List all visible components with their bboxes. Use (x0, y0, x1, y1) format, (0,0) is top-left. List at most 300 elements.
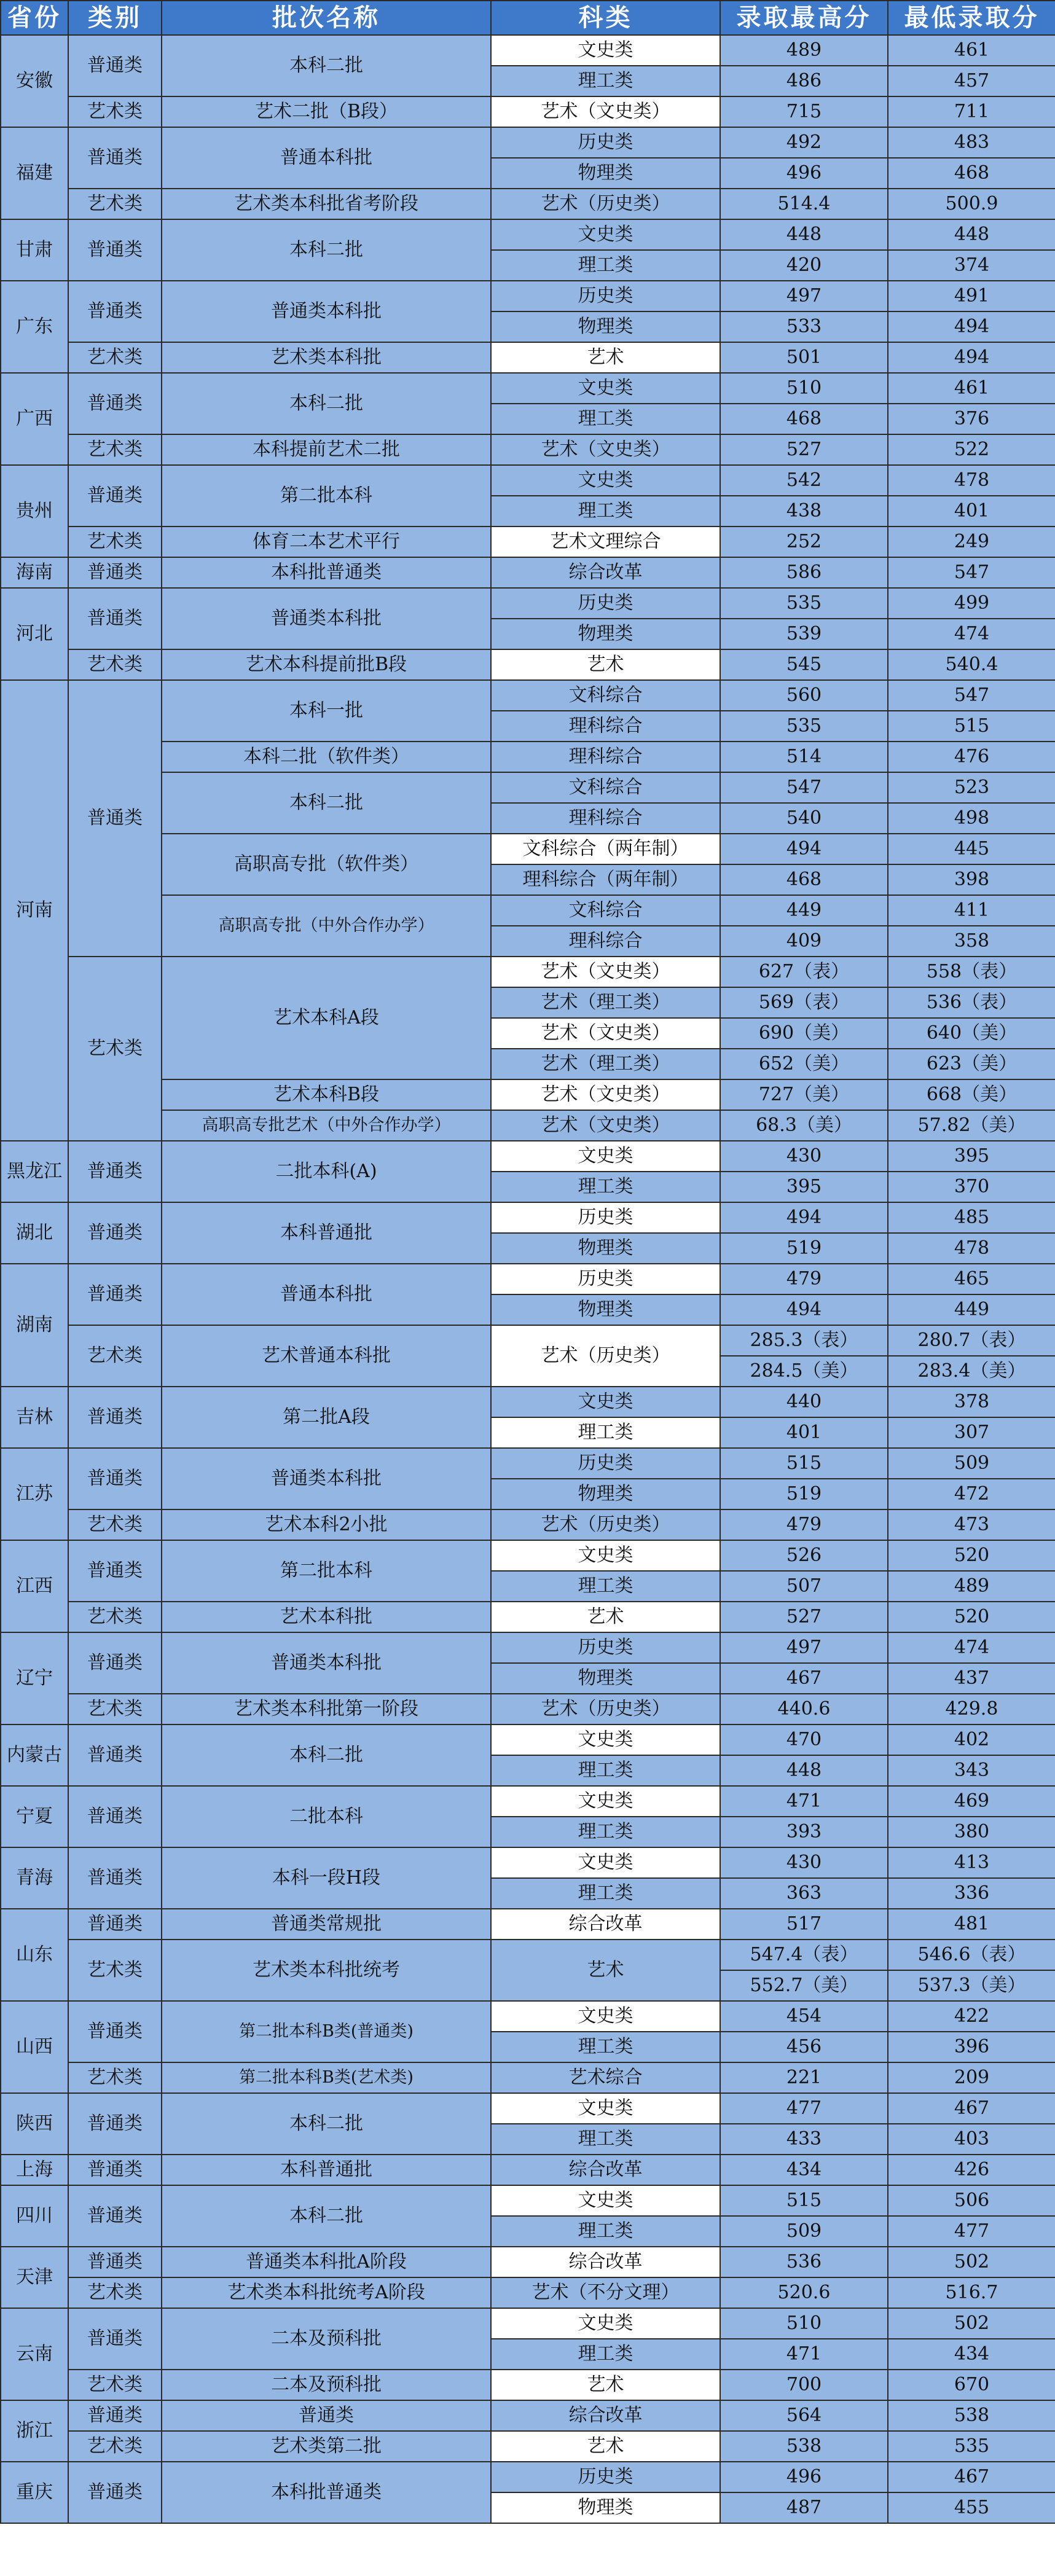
lowest-score-cell: 499 (888, 588, 1055, 619)
province-cell: 重庆 (1, 2462, 68, 2523)
table-row (1, 1141, 1055, 1172)
subject-type-cell: 物理类 (491, 619, 720, 649)
province-cell: 江苏 (1, 1448, 68, 1540)
subject-type-cell: 文史类 (491, 35, 720, 66)
subject-type-cell: 艺术（文史类） (491, 434, 720, 465)
highest-score-cell: 430 (720, 1847, 888, 1878)
subject-type-cell: 文史类 (491, 373, 720, 404)
province-cell: 安徽 (1, 35, 68, 127)
province-cell: 天津 (1, 2247, 68, 2308)
highest-score-cell: 409 (720, 926, 888, 957)
subject-type-cell: 艺术（文史类） (491, 1110, 720, 1141)
highest-score-cell: 467 (720, 1663, 888, 1694)
subject-type-cell: 艺术 (491, 2431, 720, 2462)
province-cell: 青海 (1, 1847, 68, 1909)
batch-name-cell: 普通本科批 (162, 1264, 491, 1325)
lowest-score-cell: 476 (888, 742, 1055, 772)
lowest-score-cell: 473 (888, 1509, 1055, 1540)
lowest-score-cell: 546.6（表） (888, 1940, 1055, 1970)
batch-name-cell: 第二批本科B类(艺术类) (162, 2062, 491, 2093)
province-cell: 宁夏 (1, 1786, 68, 1847)
subject-type-cell: 理科综合（两年制） (491, 864, 720, 895)
batch-name-cell: 本科批普通类 (162, 557, 491, 588)
category-cell: 普通类 (68, 1847, 162, 1909)
highest-score-cell: 497 (720, 1632, 888, 1663)
lowest-score-cell: 403 (888, 2124, 1055, 2155)
subject-type-cell: 艺术（不分文理） (491, 2277, 720, 2308)
highest-score-cell: 471 (720, 1786, 888, 1817)
province-cell: 贵州 (1, 465, 68, 557)
subject-type-cell: 物理类 (491, 1663, 720, 1694)
table-row (1, 1602, 1055, 1632)
highest-score-cell: 430 (720, 1141, 888, 1172)
category-cell: 艺术类 (68, 527, 162, 557)
lowest-score-cell: 478 (888, 465, 1055, 496)
lowest-score-cell: 461 (888, 35, 1055, 66)
lowest-score-cell: 547 (888, 680, 1055, 711)
batch-name-cell: 第二批本科B类(普通类) (162, 2001, 491, 2062)
batch-name-cell: 二批本科 (162, 1786, 491, 1847)
table-row (1, 2400, 1055, 2431)
category-cell: 艺术类 (68, 2062, 162, 2093)
batch-name-cell: 本科二批 (162, 1725, 491, 1786)
highest-score-cell: 479 (720, 1264, 888, 1294)
highest-score-cell: 496 (720, 158, 888, 189)
subject-type-cell: 历史类 (491, 127, 720, 158)
category-cell: 普通类 (68, 1448, 162, 1509)
header-row (1, 1, 1055, 35)
subject-type-cell: 历史类 (491, 1448, 720, 1479)
lowest-score-cell: 307 (888, 1417, 1055, 1448)
table-row (1, 127, 1055, 158)
batch-name-cell: 艺术普通本科批 (162, 1325, 491, 1387)
highest-score-cell: 510 (720, 373, 888, 404)
header-batch-name: 批次名称 (162, 1, 491, 35)
subject-type-cell: 物理类 (491, 1233, 720, 1264)
category-cell: 艺术类 (68, 1694, 162, 1725)
table-row (1, 557, 1055, 588)
lowest-score-cell: 209 (888, 2062, 1055, 2093)
batch-name-cell: 普通类本科批A阶段 (162, 2247, 491, 2277)
category-cell: 艺术类 (68, 189, 162, 219)
highest-score-cell: 652（美） (720, 1049, 888, 1079)
subject-type-cell: 艺术（历史类） (491, 1694, 720, 1725)
batch-name-cell: 高职高专批（软件类） (162, 834, 491, 895)
subject-type-cell: 文史类 (491, 1847, 720, 1878)
highest-score-cell: 486 (720, 66, 888, 96)
lowest-score-cell: 481 (888, 1909, 1055, 1940)
highest-score-cell: 449 (720, 895, 888, 926)
highest-score-cell: 496 (720, 2462, 888, 2492)
lowest-score-cell: 343 (888, 1755, 1055, 1786)
subject-type-cell: 文史类 (491, 1786, 720, 1817)
subject-type-cell: 艺术 (491, 1940, 720, 2001)
highest-score-cell: 715 (720, 96, 888, 127)
highest-score-cell: 509 (720, 2216, 888, 2247)
subject-type-cell: 物理类 (491, 1479, 720, 1509)
lowest-score-cell: 445 (888, 834, 1055, 864)
category-cell: 普通类 (68, 465, 162, 527)
batch-name-cell: 本科一批 (162, 680, 491, 742)
batch-name-cell: 艺术类第二批 (162, 2431, 491, 2462)
subject-type-cell: 文史类 (491, 2308, 720, 2339)
subject-type-cell: 理工类 (491, 66, 720, 96)
subject-type-cell: 理工类 (491, 2339, 720, 2370)
subject-type-cell: 理工类 (491, 404, 720, 434)
batch-name-cell: 普通类本科批 (162, 1632, 491, 1694)
category-cell: 艺术类 (68, 1509, 162, 1540)
batch-name-cell: 第二批本科 (162, 1540, 491, 1602)
subject-type-cell: 艺术（文史类） (491, 1079, 720, 1110)
category-cell: 普通类 (68, 281, 162, 342)
highest-score-cell: 627（表） (720, 957, 888, 987)
province-cell: 上海 (1, 2155, 68, 2185)
highest-score-cell: 545 (720, 649, 888, 680)
batch-name-cell: 艺术本科A段 (162, 957, 491, 1079)
table-row (1, 2462, 1055, 2492)
province-cell: 山西 (1, 2001, 68, 2093)
table-row (1, 35, 1055, 66)
subject-type-cell: 艺术 (491, 342, 720, 373)
highest-score-cell: 535 (720, 711, 888, 742)
highest-score-cell: 448 (720, 219, 888, 250)
lowest-score-cell: 395 (888, 1141, 1055, 1172)
subject-type-cell: 艺术（历史类） (491, 189, 720, 219)
province-cell: 云南 (1, 2308, 68, 2400)
lowest-score-cell: 520 (888, 1540, 1055, 1571)
table-row (1, 2185, 1055, 2216)
table-row (1, 1540, 1055, 1571)
subject-type-cell: 理工类 (491, 250, 720, 281)
category-cell: 普通类 (68, 557, 162, 588)
lowest-score-cell: 535 (888, 2431, 1055, 2462)
table-row (1, 189, 1055, 219)
highest-score-cell: 527 (720, 1602, 888, 1632)
table-row (1, 342, 1055, 373)
province-cell: 陕西 (1, 2093, 68, 2155)
lowest-score-cell: 374 (888, 250, 1055, 281)
subject-type-cell: 理工类 (491, 1172, 720, 1202)
subject-type-cell: 历史类 (491, 2462, 720, 2492)
lowest-score-cell: 537.3（美） (888, 1970, 1055, 2001)
highest-score-cell: 438 (720, 496, 888, 527)
highest-score-cell: 68.3（美） (720, 1110, 888, 1141)
lowest-score-cell: 283.4（美） (888, 1356, 1055, 1387)
category-cell: 普通类 (68, 373, 162, 434)
subject-type-cell: 历史类 (491, 1264, 720, 1294)
table-row (1, 2431, 1055, 2462)
province-cell: 河南 (1, 680, 68, 1141)
table-row (1, 2308, 1055, 2339)
lowest-score-cell: 426 (888, 2155, 1055, 2185)
lowest-score-cell: 494 (888, 311, 1055, 342)
table-row (1, 2370, 1055, 2400)
category-cell: 艺术类 (68, 957, 162, 1141)
batch-name-cell: 第二批A段 (162, 1387, 491, 1448)
batch-name-cell: 普通类 (162, 2400, 491, 2431)
highest-score-cell: 285.3（表） (720, 1325, 888, 1356)
province-cell: 湖南 (1, 1264, 68, 1387)
lowest-score-cell: 515 (888, 711, 1055, 742)
subject-type-cell: 综合改革 (491, 2400, 720, 2431)
lowest-score-cell: 467 (888, 2462, 1055, 2492)
lowest-score-cell: 336 (888, 1878, 1055, 1909)
highest-score-cell: 517 (720, 1909, 888, 1940)
lowest-score-cell: 483 (888, 127, 1055, 158)
subject-type-cell: 艺术（历史类） (491, 1509, 720, 1540)
batch-name-cell: 本科一段H段 (162, 1847, 491, 1909)
highest-score-cell: 393 (720, 1817, 888, 1847)
highest-score-cell: 471 (720, 2339, 888, 2370)
category-cell: 普通类 (68, 2155, 162, 2185)
highest-score-cell: 547.4（表） (720, 1940, 888, 1970)
header-province: 省份 (1, 1, 68, 35)
subject-type-cell: 理工类 (491, 1417, 720, 1448)
subject-type-cell: 理工类 (491, 1817, 720, 1847)
table-row (1, 1940, 1055, 1970)
lowest-score-cell: 57.82（美） (888, 1110, 1055, 1141)
lowest-score-cell: 640（美） (888, 1018, 1055, 1049)
header-subject-type: 科类 (491, 1, 720, 35)
subject-type-cell: 文史类 (491, 2093, 720, 2124)
batch-name-cell: 二本及预科批 (162, 2308, 491, 2370)
lowest-score-cell: 623（美） (888, 1049, 1055, 1079)
highest-score-cell: 520.6 (720, 2277, 888, 2308)
lowest-score-cell: 398 (888, 864, 1055, 895)
subject-type-cell: 艺术（理工类） (491, 987, 720, 1018)
highest-score-cell: 569（表） (720, 987, 888, 1018)
category-cell: 普通类 (68, 1725, 162, 1786)
category-cell: 普通类 (68, 680, 162, 957)
highest-score-cell: 535 (720, 588, 888, 619)
subject-type-cell: 文科综合（两年制） (491, 834, 720, 864)
batch-name-cell: 普通类本科批 (162, 588, 491, 649)
lowest-score-cell: 536（表） (888, 987, 1055, 1018)
table-row (1, 2062, 1055, 2093)
lowest-score-cell: 477 (888, 2216, 1055, 2247)
subject-type-cell: 综合改革 (491, 557, 720, 588)
highest-score-cell: 507 (720, 1571, 888, 1602)
batch-name-cell: 二本及预科批 (162, 2370, 491, 2400)
subject-type-cell: 理科综合 (491, 711, 720, 742)
province-cell: 山东 (1, 1909, 68, 2001)
table-row (1, 434, 1055, 465)
lowest-score-cell: 489 (888, 1571, 1055, 1602)
highest-score-cell: 470 (720, 1725, 888, 1755)
lowest-score-cell: 280.7（表） (888, 1325, 1055, 1356)
highest-score-cell: 514 (720, 742, 888, 772)
highest-score-cell: 252 (720, 527, 888, 557)
table-row (1, 1694, 1055, 1725)
subject-type-cell: 艺术（历史类） (491, 1325, 720, 1387)
subject-type-cell: 历史类 (491, 281, 720, 311)
province-cell: 黑龙江 (1, 1141, 68, 1202)
table-body (1, 35, 1055, 2523)
highest-score-cell: 221 (720, 2062, 888, 2093)
lowest-score-cell: 411 (888, 895, 1055, 926)
table-row (1, 219, 1055, 250)
table-row (1, 1725, 1055, 1755)
highest-score-cell: 434 (720, 2155, 888, 2185)
category-cell: 普通类 (68, 35, 162, 96)
category-cell: 普通类 (68, 2308, 162, 2370)
lowest-score-cell: 434 (888, 2339, 1055, 2370)
subject-type-cell: 艺术（理工类） (491, 1049, 720, 1079)
batch-name-cell: 高职高专批艺术（中外合作办学） (162, 1110, 491, 1141)
highest-score-cell: 527 (720, 434, 888, 465)
highest-score-cell: 586 (720, 557, 888, 588)
batch-name-cell: 本科批普通类 (162, 2462, 491, 2523)
highest-score-cell: 487 (720, 2492, 888, 2523)
table-row (1, 465, 1055, 496)
lowest-score-cell: 474 (888, 1632, 1055, 1663)
subject-type-cell: 综合改革 (491, 1909, 720, 1940)
subject-type-cell: 理科综合 (491, 926, 720, 957)
table-row (1, 680, 1055, 711)
subject-type-cell: 艺术文理综合 (491, 527, 720, 557)
table-row (1, 1509, 1055, 1540)
category-cell: 普通类 (68, 1387, 162, 1448)
highest-score-cell: 456 (720, 2032, 888, 2062)
batch-name-cell: 本科提前艺术二批 (162, 434, 491, 465)
lowest-score-cell: 429.8 (888, 1694, 1055, 1725)
subject-type-cell: 文史类 (491, 1387, 720, 1417)
highest-score-cell: 526 (720, 1540, 888, 1571)
subject-type-cell: 艺术（文史类） (491, 1018, 720, 1049)
province-cell: 浙江 (1, 2400, 68, 2462)
subject-type-cell: 文史类 (491, 2185, 720, 2216)
lowest-score-cell: 711 (888, 96, 1055, 127)
category-cell: 普通类 (68, 2093, 162, 2155)
batch-name-cell: 艺术本科2小批 (162, 1509, 491, 1540)
highest-score-cell: 440 (720, 1387, 888, 1417)
category-cell: 艺术类 (68, 96, 162, 127)
batch-name-cell: 艺术类本科批第一阶段 (162, 1694, 491, 1725)
subject-type-cell: 文史类 (491, 465, 720, 496)
category-cell: 普通类 (68, 2462, 162, 2523)
highest-score-cell: 547 (720, 772, 888, 803)
table-row (1, 1202, 1055, 1233)
highest-score-cell: 489 (720, 35, 888, 66)
highest-score-cell: 494 (720, 834, 888, 864)
highest-score-cell: 492 (720, 127, 888, 158)
category-cell: 艺术类 (68, 649, 162, 680)
highest-score-cell: 284.5（美） (720, 1356, 888, 1387)
table-row (1, 957, 1055, 987)
lowest-score-cell: 380 (888, 1817, 1055, 1847)
table-row (1, 1909, 1055, 1940)
lowest-score-cell: 502 (888, 2247, 1055, 2277)
table-row (1, 1325, 1055, 1356)
batch-name-cell: 二批本科(A) (162, 1141, 491, 1202)
subject-type-cell: 综合改革 (491, 2247, 720, 2277)
header-category: 类别 (68, 1, 162, 35)
lowest-score-cell: 401 (888, 496, 1055, 527)
lowest-score-cell: 358 (888, 926, 1055, 957)
lowest-score-cell: 437 (888, 1663, 1055, 1694)
subject-type-cell: 理工类 (491, 1571, 720, 1602)
lowest-score-cell: 402 (888, 1725, 1055, 1755)
category-cell: 艺术类 (68, 342, 162, 373)
category-cell: 普通类 (68, 1909, 162, 1940)
subject-type-cell: 理科综合 (491, 803, 720, 834)
batch-name-cell: 本科二批 (162, 373, 491, 434)
subject-type-cell: 艺术（文史类） (491, 957, 720, 987)
table-row (1, 373, 1055, 404)
province-cell: 广东 (1, 281, 68, 373)
batch-name-cell: 艺术二批（B段） (162, 96, 491, 127)
province-cell: 福建 (1, 127, 68, 219)
table-row (1, 1786, 1055, 1817)
highest-score-cell: 538 (720, 2431, 888, 2462)
batch-name-cell: 本科二批 (162, 2185, 491, 2247)
lowest-score-cell: 500.9 (888, 189, 1055, 219)
highest-score-cell: 564 (720, 2400, 888, 2431)
category-cell: 艺术类 (68, 2277, 162, 2308)
province-cell: 河北 (1, 588, 68, 680)
category-cell: 普通类 (68, 1202, 162, 1264)
lowest-score-cell: 485 (888, 1202, 1055, 1233)
category-cell: 普通类 (68, 1540, 162, 1602)
subject-type-cell: 物理类 (491, 158, 720, 189)
lowest-score-cell: 467 (888, 2093, 1055, 2124)
lowest-score-cell: 498 (888, 803, 1055, 834)
province-cell: 江西 (1, 1540, 68, 1632)
province-cell: 湖北 (1, 1202, 68, 1264)
table-row (1, 588, 1055, 619)
table-row (1, 1448, 1055, 1479)
batch-name-cell: 普通本科批 (162, 127, 491, 189)
highest-score-cell: 477 (720, 2093, 888, 2124)
table-row (1, 2155, 1055, 2185)
table-row (1, 1387, 1055, 1417)
highest-score-cell: 468 (720, 404, 888, 434)
province-cell: 内蒙古 (1, 1725, 68, 1786)
province-cell: 辽宁 (1, 1632, 68, 1725)
category-cell: 普通类 (68, 1786, 162, 1847)
header-highest-score: 录取最高分 (720, 1, 888, 35)
batch-name-cell: 体育二本艺术平行 (162, 527, 491, 557)
highest-score-cell: 519 (720, 1479, 888, 1509)
highest-score-cell: 540 (720, 803, 888, 834)
highest-score-cell: 468 (720, 864, 888, 895)
table-row (1, 649, 1055, 680)
lowest-score-cell: 378 (888, 1387, 1055, 1417)
subject-type-cell: 文史类 (491, 1725, 720, 1755)
lowest-score-cell: 249 (888, 527, 1055, 557)
subject-type-cell: 文科综合 (491, 895, 720, 926)
highest-score-cell: 395 (720, 1172, 888, 1202)
subject-type-cell: 物理类 (491, 2492, 720, 2523)
lowest-score-cell: 376 (888, 404, 1055, 434)
table-row (1, 1632, 1055, 1663)
highest-score-cell: 494 (720, 1294, 888, 1325)
highest-score-cell: 533 (720, 311, 888, 342)
table-row (1, 281, 1055, 311)
province-cell: 吉林 (1, 1387, 68, 1448)
province-cell: 甘肃 (1, 219, 68, 281)
table-row (1, 96, 1055, 127)
lowest-score-cell: 465 (888, 1264, 1055, 1294)
lowest-score-cell: 670 (888, 2370, 1055, 2400)
table-row (1, 2093, 1055, 2124)
subject-type-cell: 文史类 (491, 2001, 720, 2032)
table-row (1, 1264, 1055, 1294)
subject-type-cell: 理工类 (491, 2124, 720, 2155)
subject-type-cell: 历史类 (491, 1202, 720, 1233)
subject-type-cell: 文科综合 (491, 772, 720, 803)
subject-type-cell: 文史类 (491, 219, 720, 250)
